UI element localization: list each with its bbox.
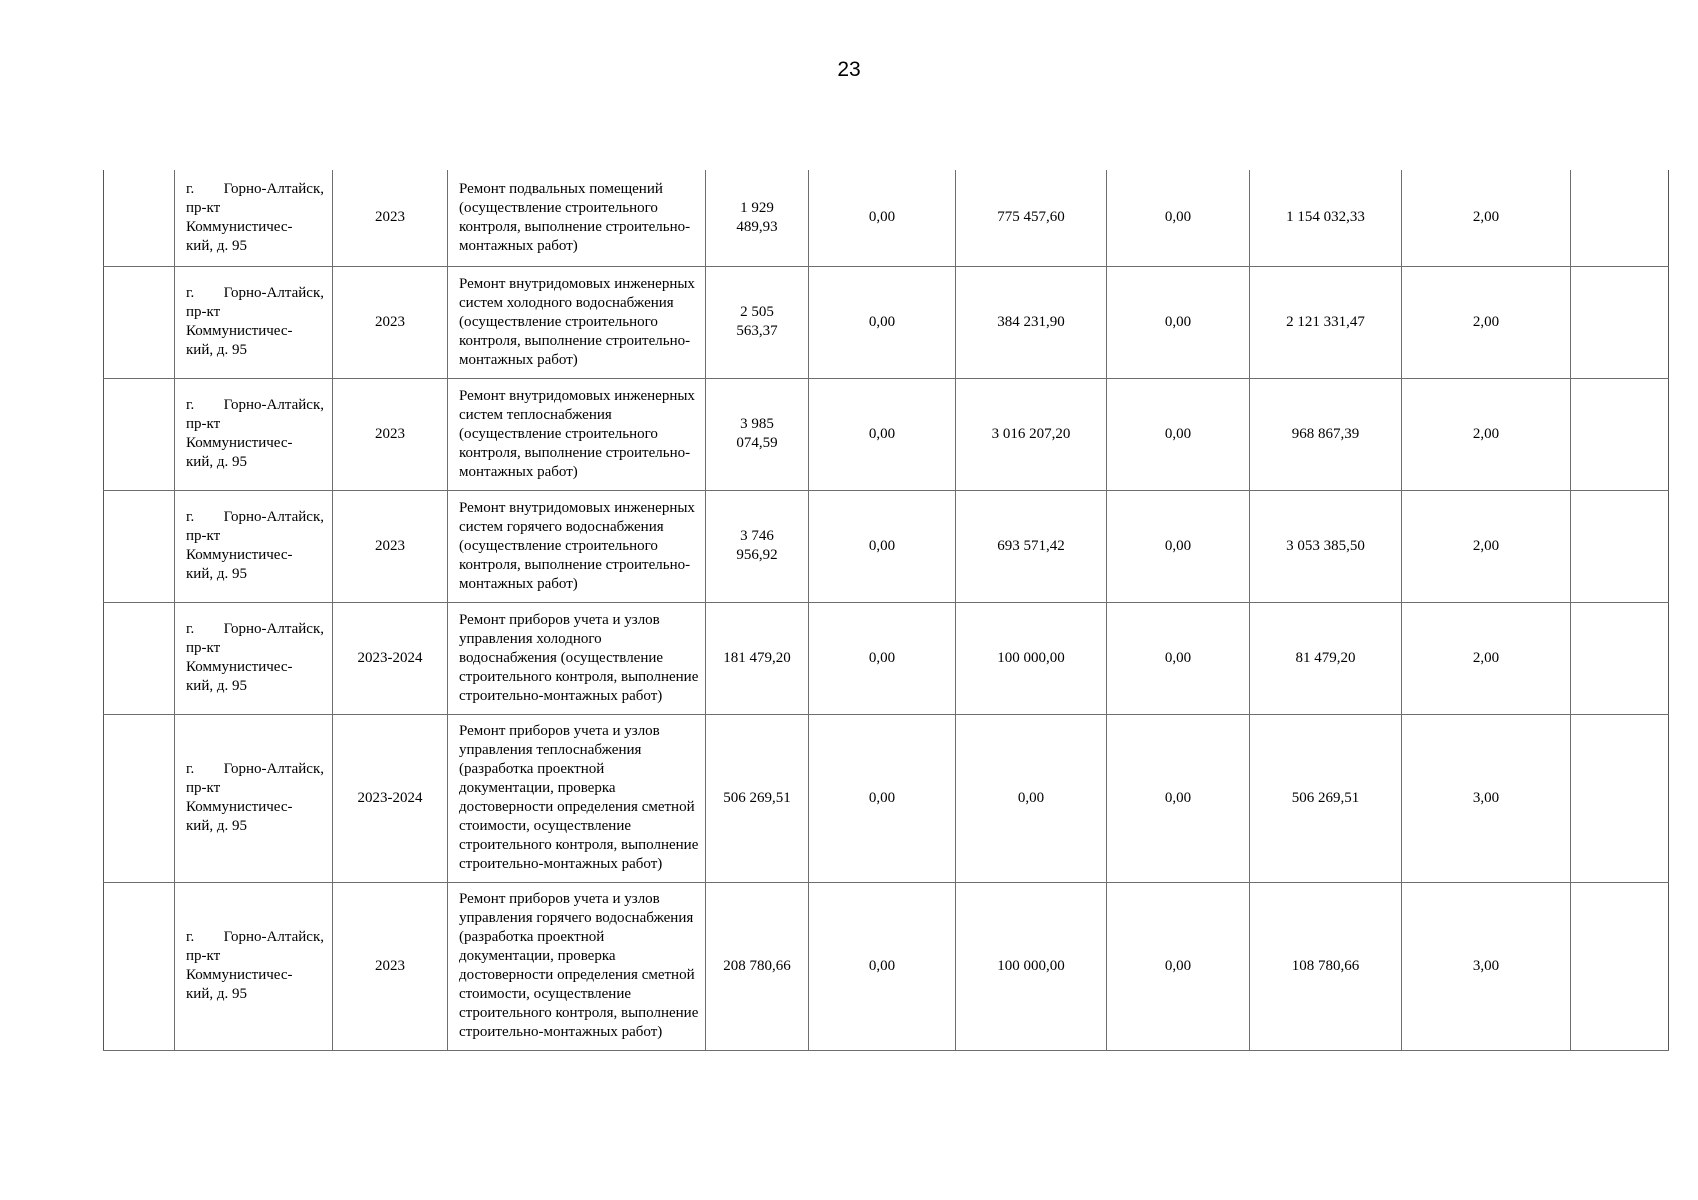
address-city: г. Горно-Алтайск, xyxy=(186,621,324,637)
period-cell: 2023-2024 xyxy=(333,714,448,882)
period-cell: 2023 xyxy=(333,882,448,1050)
address-street-type: пр-кт xyxy=(186,199,221,216)
address-street-type: пр-кт xyxy=(186,528,221,544)
table-row xyxy=(104,490,1669,602)
value-cell-4: 506 269,51 xyxy=(1250,714,1402,882)
value-cell-1: 0,00 xyxy=(809,170,956,266)
address-street-type: пр-кт xyxy=(186,780,221,796)
value-cell-4: 2 121 331,47 xyxy=(1250,266,1402,378)
address-city: г. Горно-Алтайск, xyxy=(186,761,324,777)
value-cell-1: 0,00 xyxy=(809,602,956,714)
address-cell xyxy=(175,602,333,714)
value-cell-3: 0,00 xyxy=(1107,714,1250,882)
value-cell-4: 81 479,20 xyxy=(1250,602,1402,714)
address-cell xyxy=(175,882,333,1050)
total-cost-cell xyxy=(706,378,809,490)
value-cell-2: 100 000,00 xyxy=(956,882,1107,1050)
row-number-cell xyxy=(104,266,175,378)
value-cell-5: 3,00 xyxy=(1402,714,1571,882)
total-cost-line2: 956,92 xyxy=(736,547,778,563)
table-row xyxy=(104,378,1669,490)
value-cell-3: 0,00 xyxy=(1107,170,1250,266)
empty-cell xyxy=(1571,170,1669,266)
row-number-cell xyxy=(104,882,175,1050)
address-city: г. Горно-Алтайск, xyxy=(186,929,324,945)
total-cost-line1: 3 985 xyxy=(740,416,774,432)
address-street: Коммунистичес- xyxy=(186,435,293,451)
empty-cell xyxy=(1571,378,1669,490)
address-street-type: пр-кт xyxy=(186,948,221,964)
value-cell-2: 3 016 207,20 xyxy=(956,378,1107,490)
value-cell-5: 2,00 xyxy=(1402,378,1571,490)
address-building: кий, д. 95 xyxy=(186,237,247,254)
repair-works-table xyxy=(103,170,1669,1051)
address-cell xyxy=(175,378,333,490)
work-description-cell: Ремонт приборов учета и узлов управления холодного водоснабжения (осуществление строительного контроля, выполнение строительно-монтажных работ) xyxy=(448,602,706,714)
empty-cell xyxy=(1571,266,1669,378)
period-cell: 2023 xyxy=(333,170,448,266)
address-building: кий, д. 95 xyxy=(186,986,247,1002)
row-number-cell xyxy=(104,490,175,602)
table-row xyxy=(104,882,1669,1050)
value-cell-5: 2,00 xyxy=(1402,266,1571,378)
address-street: Коммунистичес- xyxy=(186,799,293,815)
value-cell-1: 0,00 xyxy=(809,882,956,1050)
work-description-cell: Ремонт приборов учета и узлов управления теплоснабжения (разработка проектной документации, проверка достоверности определения сметной стоимости, осуществление строительного контроля, выполнение строительно-монтажных работ) xyxy=(448,714,706,882)
value-cell-5: 2,00 xyxy=(1402,170,1571,266)
total-cost-line2: 563,37 xyxy=(736,323,778,339)
value-cell-2: 100 000,00 xyxy=(956,602,1107,714)
row-number-cell xyxy=(104,170,175,266)
total-cost-line1: 3 746 xyxy=(740,528,774,544)
address-building: кий, д. 95 xyxy=(186,454,247,470)
address-building: кий, д. 95 xyxy=(186,342,247,358)
total-cost-line1: 506 269,51 xyxy=(723,789,791,806)
address-city: г. Горно-Алтайск, xyxy=(186,509,324,525)
row-number-cell xyxy=(104,378,175,490)
address-building: кий, д. 95 xyxy=(186,678,247,694)
value-cell-2: 384 231,90 xyxy=(956,266,1107,378)
address-street: Коммунистичес- xyxy=(186,659,293,675)
total-cost-cell xyxy=(706,170,809,266)
value-cell-4: 108 780,66 xyxy=(1250,882,1402,1050)
work-description-cell: Ремонт подвальных помещений (осуществление строительного контроля, выполнение строительно-монтажных работ) xyxy=(448,170,706,266)
address-street: Коммунистичес- xyxy=(186,547,293,563)
work-description-cell: Ремонт внутридомовых инженерных систем теплоснабжения (осуществление строительного контроля, выполнение строительно-монтажных работ) xyxy=(448,378,706,490)
table-row xyxy=(104,714,1669,882)
empty-cell xyxy=(1571,602,1669,714)
total-cost-cell xyxy=(706,882,809,1050)
address-building: кий, д. 95 xyxy=(186,818,247,834)
row-number-cell xyxy=(104,602,175,714)
value-cell-3: 0,00 xyxy=(1107,882,1250,1050)
total-cost-line1: 2 505 xyxy=(740,304,774,320)
value-cell-1: 0,00 xyxy=(809,714,956,882)
value-cell-2: 693 571,42 xyxy=(956,490,1107,602)
address-cell xyxy=(175,714,333,882)
work-description-cell: Ремонт внутридомовых инженерных систем холодного водоснабжения (осуществление строительного контроля, выполнение строительно-монтажных работ) xyxy=(448,266,706,378)
value-cell-1: 0,00 xyxy=(809,378,956,490)
value-cell-4: 1 154 032,33 xyxy=(1250,170,1402,266)
period-cell: 2023 xyxy=(333,266,448,378)
address-building: кий, д. 95 xyxy=(186,566,247,582)
work-description-cell: Ремонт приборов учета и узлов управления горячего водоснабжения (разработка проектной документации, проверка достоверности определения сметной стоимости, осуществление строительного контроля, выполнение строительно-монтажных работ) xyxy=(448,882,706,1050)
address-cell xyxy=(175,490,333,602)
address-city: г. Горно-Алтайск, xyxy=(186,285,324,301)
value-cell-3: 0,00 xyxy=(1107,602,1250,714)
table-body xyxy=(104,170,1669,1050)
table-row xyxy=(104,602,1669,714)
value-cell-3: 0,00 xyxy=(1107,266,1250,378)
value-cell-3: 0,00 xyxy=(1107,490,1250,602)
value-cell-3: 0,00 xyxy=(1107,378,1250,490)
total-cost-line2: 489,93 xyxy=(736,218,778,235)
empty-cell xyxy=(1571,882,1669,1050)
address-street: Коммунистичес- xyxy=(186,323,293,339)
total-cost-line1: 181 479,20 xyxy=(723,649,791,666)
table-row xyxy=(104,170,1669,266)
value-cell-1: 0,00 xyxy=(809,266,956,378)
empty-cell xyxy=(1571,714,1669,882)
period-cell: 2023 xyxy=(333,490,448,602)
period-cell: 2023-2024 xyxy=(333,602,448,714)
address-street-type: пр-кт xyxy=(186,416,221,432)
period-cell: 2023 xyxy=(333,378,448,490)
page-number: 23 xyxy=(837,58,861,81)
table-row xyxy=(104,266,1669,378)
address-street: Коммунистичес- xyxy=(186,967,293,983)
empty-cell xyxy=(1571,490,1669,602)
total-cost-line2: 074,59 xyxy=(736,435,778,451)
value-cell-5: 2,00 xyxy=(1402,602,1571,714)
address-cell xyxy=(175,170,333,266)
total-cost-cell xyxy=(706,490,809,602)
total-cost-cell xyxy=(706,714,809,882)
address-street-type: пр-кт xyxy=(186,640,221,656)
value-cell-2: 775 457,60 xyxy=(956,170,1107,266)
address-cell xyxy=(175,266,333,378)
total-cost-line1: 208 780,66 xyxy=(723,957,791,974)
total-cost-line1: 1 929 xyxy=(740,199,774,216)
address-city: г. Горно-Алтайск, xyxy=(186,397,324,413)
address-street: Коммунистичес- xyxy=(186,218,293,235)
value-cell-1: 0,00 xyxy=(809,490,956,602)
address-city: г. Горно-Алтайск, xyxy=(186,180,324,197)
row-number-cell xyxy=(104,714,175,882)
work-description-cell: Ремонт внутридомовых инженерных систем горячего водоснабжения (осуществление строительного контроля, выполнение строительно-монтажных работ) xyxy=(448,490,706,602)
total-cost-cell xyxy=(706,602,809,714)
value-cell-4: 968 867,39 xyxy=(1250,378,1402,490)
value-cell-2: 0,00 xyxy=(956,714,1107,882)
value-cell-4: 3 053 385,50 xyxy=(1250,490,1402,602)
value-cell-5: 3,00 xyxy=(1402,882,1571,1050)
total-cost-cell xyxy=(706,266,809,378)
address-street-type: пр-кт xyxy=(186,304,221,320)
value-cell-5: 2,00 xyxy=(1402,490,1571,602)
